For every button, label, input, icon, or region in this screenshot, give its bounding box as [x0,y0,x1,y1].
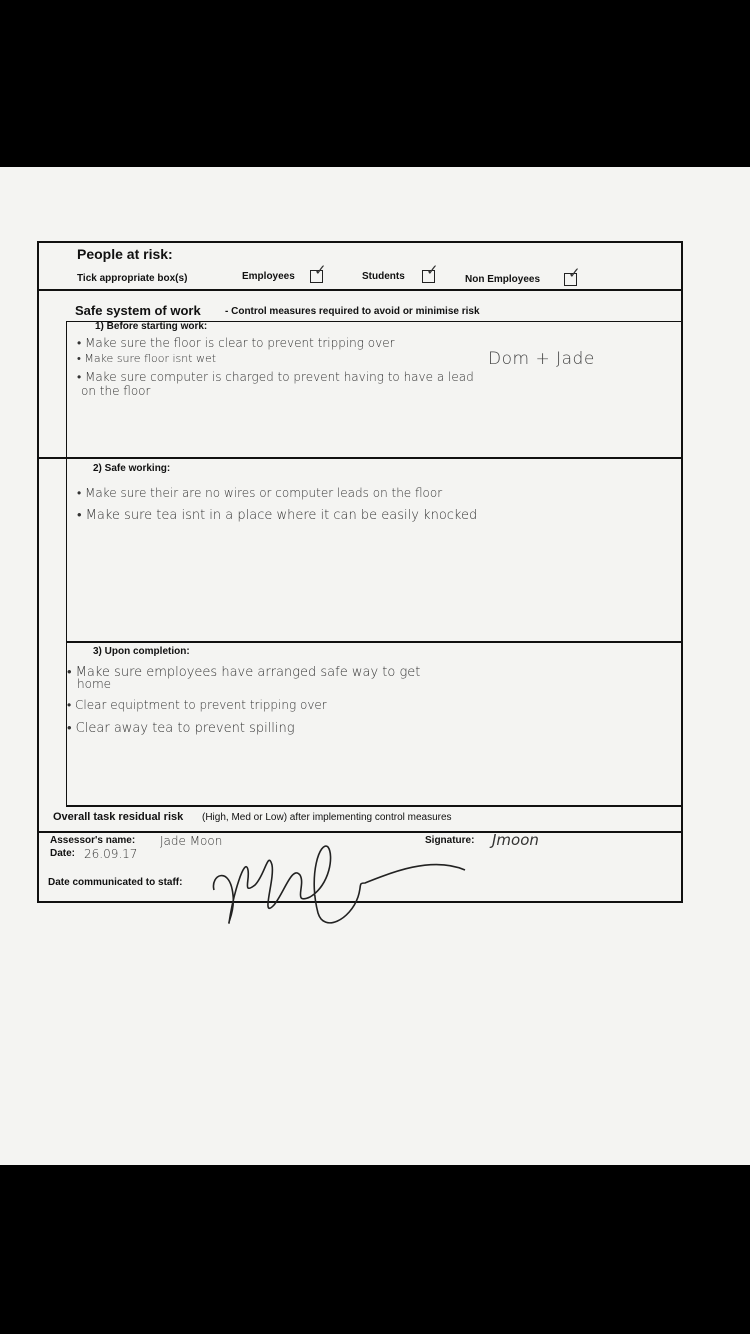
upon-completion-section [66,643,681,807]
before-line-4: on the floor [81,384,151,398]
assessor-name-value: Jade Moon [160,834,223,848]
residual-risk-hint: (High, Med or Low) after implementing control measures [202,812,452,823]
safe-system-subtitle: - Control measures required to avoid or minimise risk [225,306,480,317]
completion-line-1: • Make sure employees have arranged safe way to get [67,665,421,680]
before-heading: 1) Before starting work: [95,321,208,332]
date-value: 26.09.17 [84,847,138,861]
residual-risk-label: Overall task residual risk [53,811,184,823]
before-line-1: • Make sure the floor is clear to prevent tripping over [77,336,395,350]
assessor-name-label: Assessor's name: [50,835,136,846]
safe-system-title: Safe system of work [75,303,201,318]
signature-value: Jmoon [492,831,539,849]
option-employees-label: Employees [242,271,295,282]
before-line-3: • Make sure computer is charged to prevent having to have a lead [77,370,474,384]
people-at-risk-section [39,243,681,291]
before-line-2: • Make sure floor isnt wet [77,352,217,365]
completion-line-4: • Clear away tea to prevent spilling [67,721,295,736]
completion-line-2: home [77,677,112,691]
date-label: Date: [50,848,76,859]
checkmark-icon: ✓ [568,265,581,282]
handwritten-names: Dom + Jade [488,349,595,369]
option-non-employees-label: Non Employees [465,274,541,285]
signature-label: Signature: [425,835,475,846]
residual-risk-section [39,807,681,833]
tick-label: Tick appropriate box(s) [77,273,188,284]
before-starting-section [39,291,681,459]
option-students-label: Students [362,271,405,282]
safe-line-2: • Make sure tea isnt in a place where it can be easily knocked [77,508,478,523]
completion-line-3: • Clear equiptment to prevent tripping over [67,698,327,712]
safe-working-heading: 2) Safe working: [93,463,171,474]
date-communicated-label: Date communicated to staff: [48,877,183,888]
completion-heading: 3) Upon completion: [93,646,190,657]
risk-assessment-form [37,241,683,903]
checkmark-icon: ✓ [314,262,327,279]
handwritten-signature-scribble [200,835,480,930]
safe-line-1: • Make sure their are no wires or computer leads on the floor [77,486,443,500]
checkmark-icon: ✓ [426,262,439,279]
safe-working-section [66,459,681,643]
people-at-risk-title: People at risk: [77,246,173,262]
